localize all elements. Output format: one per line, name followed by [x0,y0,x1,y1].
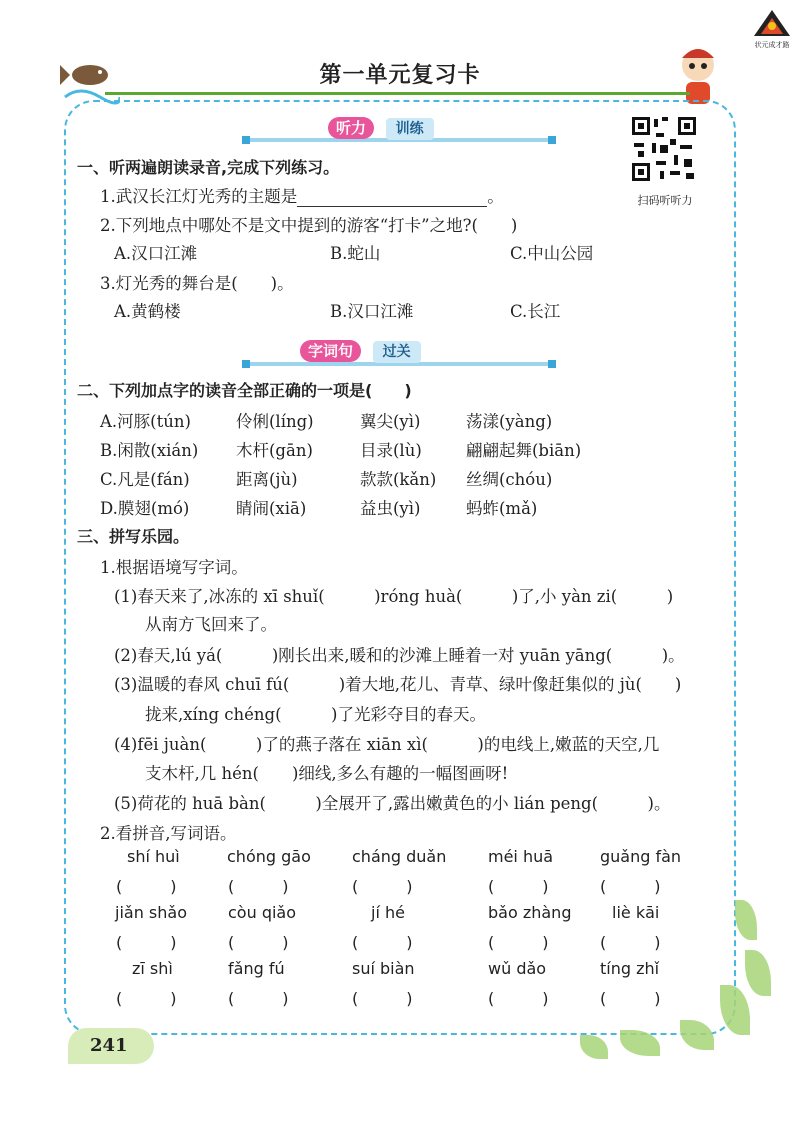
answer-parens[interactable]: ( ) [228,989,289,1008]
pinyin: shí huì [127,847,180,866]
sub-question: 1.根据语境写字词。 [100,558,248,577]
option-cell: 睛闹(xiā) [236,499,307,518]
question-end: 。 [487,187,504,206]
answer-parens[interactable]: ( ) [116,933,177,952]
banner-label: 过关 [373,341,421,363]
option-cell: 蚂蚱(mǎ) [466,499,538,518]
answer-parens[interactable]: ( ) [116,877,177,896]
option: C.中山公园 [510,244,594,263]
context-line: 从南方飞回来了。 [145,615,277,634]
pinyin: cháng duǎn [352,847,447,866]
answer-parens[interactable]: ( ) [352,989,413,1008]
answer-parens[interactable]: ( ) [600,989,661,1008]
pinyin: jí hé [371,903,405,922]
pinyin: jiǎn shǎo [115,903,187,922]
pinyin: còu qiǎo [228,903,297,922]
option-cell: 目录(lù) [360,441,422,460]
option-cell: C.凡是(fán) [100,470,190,489]
corner-logo [752,8,792,48]
answer-parens[interactable]: ( ) [488,933,549,952]
page-number: 241 [68,1028,154,1064]
option: A.黄鹤楼 [114,302,181,321]
qr-code-icon [630,115,698,183]
pinyin: bǎo zhàng [488,903,572,922]
section-heading: 一、听两遍朗读录音,完成下列练习。 [77,158,340,177]
context-line: (3)温暖的春风 chuī fú( )着大地,花儿、青草、绿叶像赶集似的 jù( ) [114,675,682,694]
answer-parens[interactable]: ( ) [228,933,289,952]
pinyin: fǎng fú [228,959,285,978]
option-cell: 翩翩起舞(biān) [466,441,582,460]
option-cell: D.膜翅(mó) [100,499,190,518]
leaf-decoration-icon [745,950,771,996]
option-cell: 款款(kǎn) [360,470,437,489]
qr-caption: 扫码听听力 [637,194,693,207]
pinyin: liè kāi [612,903,660,922]
option-cell: B.闲散(xián) [100,441,199,460]
context-line: (2)春天,lú yá( )刚长出来,暖和的沙滩上睡着一对 yuān yāng( )。 [114,646,685,665]
question-text: 1.武汉长江灯光秀的主题是 [100,187,298,206]
page-title: 第一单元复习卡 [319,63,481,88]
section-heading: 三、拼写乐园。 [77,527,190,546]
option-cell: A.河豚(tún) [100,412,191,431]
leaf-decoration-icon [735,900,757,940]
banner-vocab [300,340,421,361]
pinyin: wǔ dǎo [488,959,547,978]
option-cell: 伶俐(líng) [236,412,314,431]
pinyin: chóng gāo [227,847,311,866]
question: 2.下列地点中哪处不是文中提到的游客“打卡”之地?( ) [100,216,518,235]
option: B.蛇山 [330,244,381,263]
answer-parens[interactable]: ( ) [488,989,549,1008]
pinyin: méi huā [488,847,554,866]
option-cell: 翼尖(yì) [360,412,421,431]
context-line: (1)春天来了,冰冻的 xī shuǐ( )róng huà( )了,小 yàn zi( ) [114,587,674,606]
answer-parens[interactable]: ( ) [488,877,549,896]
sub-question: 2.看拼音,写词语。 [100,824,237,843]
pinyin: guǎng fàn [600,847,682,866]
option-cell: 木杆(gān) [236,441,313,460]
option: B.汉口江滩 [330,302,414,321]
banner-listening [328,117,434,138]
logo-text: 状元成才路 [754,41,790,49]
banner-pill: 字词句 [300,340,361,362]
answer-parens[interactable]: ( ) [600,933,661,952]
option: A.汉口江滩 [114,244,198,263]
section-heading: 二、下列加点字的读音全部正确的一项是( ) [77,381,412,400]
option-cell: 距离(jù) [236,470,298,489]
answer-parens[interactable]: ( ) [116,989,177,1008]
context-line: (5)荷花的 huā bàn( )全展开了,露出嫩黄色的小 lián peng( )。 [114,794,671,813]
banner-label: 训练 [386,118,434,140]
answer-parens[interactable]: ( ) [352,933,413,952]
banner-pill: 听力 [328,117,374,139]
leaf-decoration-icon [580,1035,608,1059]
option-cell: 丝绸(chóu) [466,470,553,489]
context-line: 支木杆,几 hén( )细线,多么有趣的一幅图画呀! [145,764,509,783]
option-cell: 荡漾(yàng) [466,412,553,431]
logo-triangle-icon [752,8,792,38]
question [100,183,504,207]
answer-parens[interactable]: ( ) [228,877,289,896]
pinyin: tíng zhǐ [600,959,660,978]
answer-blank[interactable] [297,190,487,207]
question: 3.灯光秀的舞台是( )。 [100,274,294,293]
context-line: (4)fēi juàn( )了的燕子落在 xiān xì( )的电线上,嫩蓝的天空,几 [114,735,660,754]
context-line: 拢来,xíng chéng( )了光彩夺目的春天。 [145,705,486,724]
answer-parens[interactable]: ( ) [600,877,661,896]
pinyin: suí biàn [352,959,415,978]
pinyin: zī shì [132,959,173,978]
answer-parens[interactable]: ( ) [352,877,413,896]
title-underline [105,92,690,95]
option-cell: 益虫(yì) [360,499,421,518]
option: C.长江 [510,302,561,321]
